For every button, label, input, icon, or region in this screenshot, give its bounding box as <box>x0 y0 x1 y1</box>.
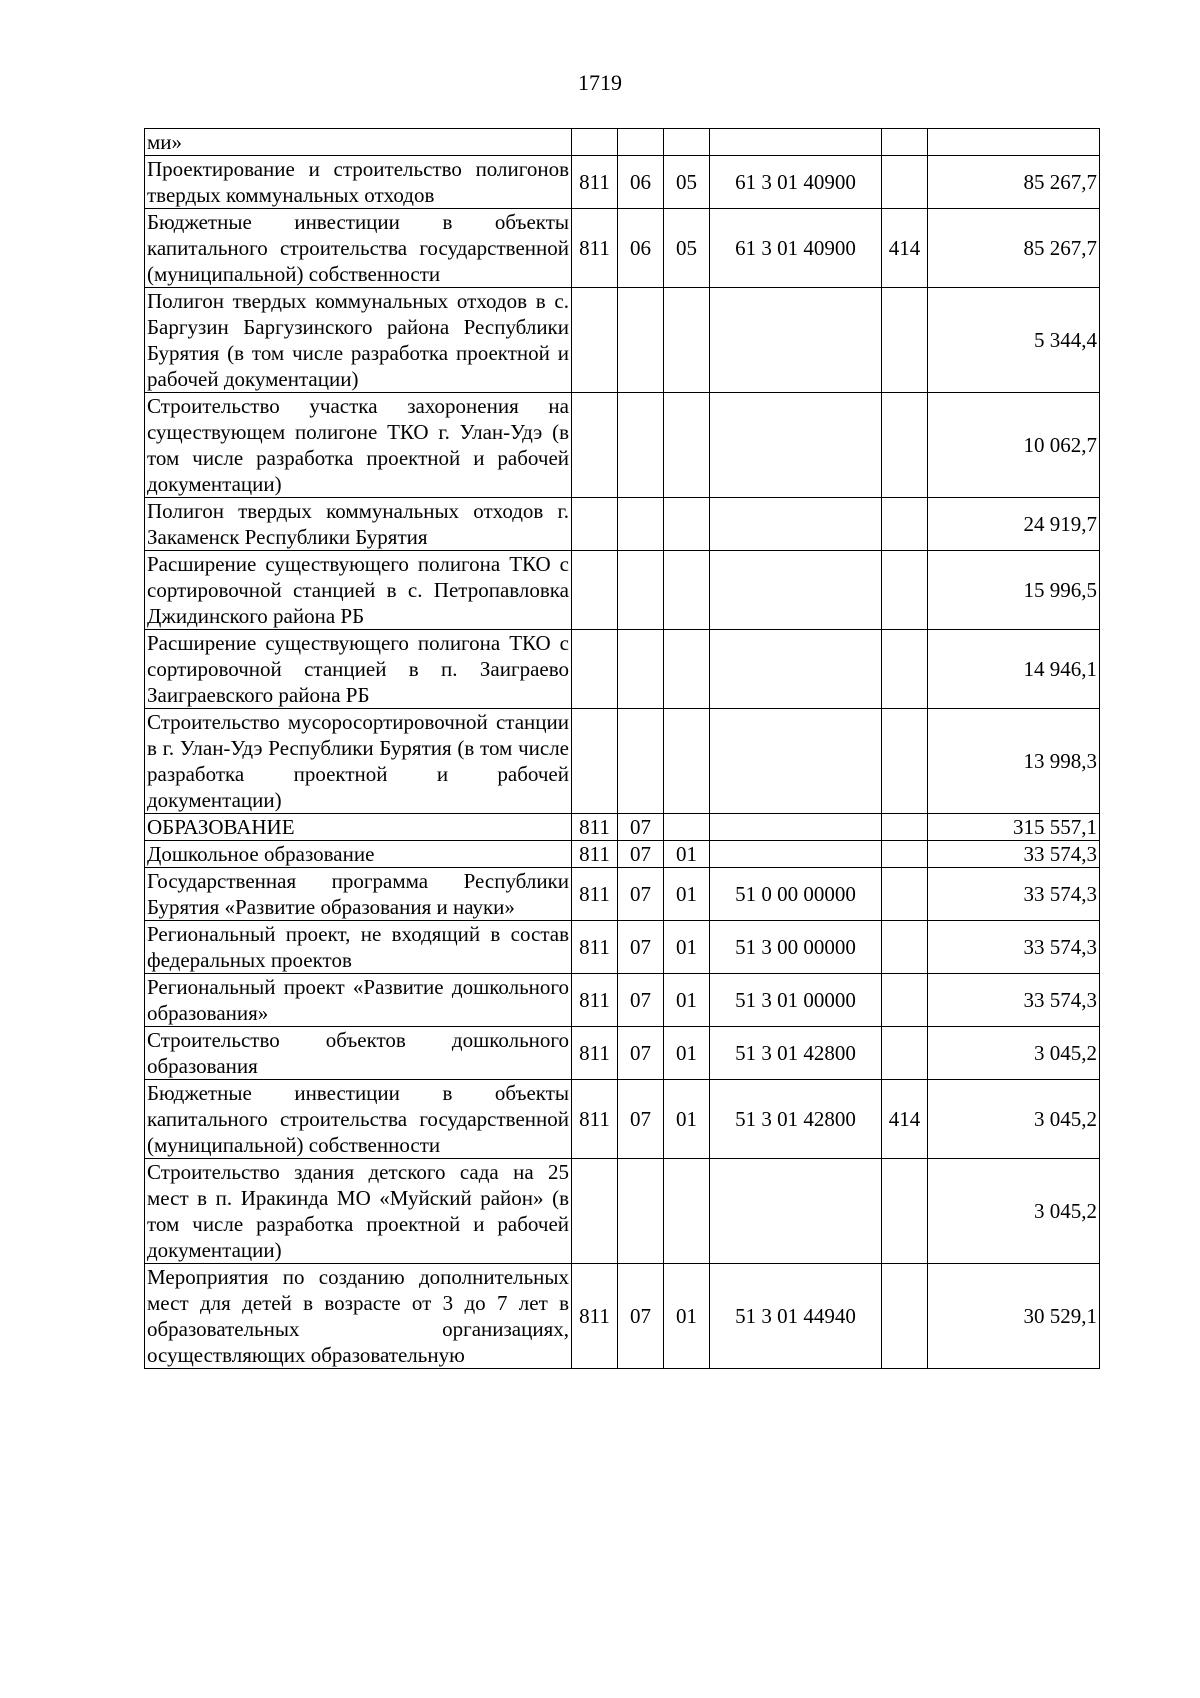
section-code-cell: 07 <box>618 921 664 974</box>
item-name-cell: ОБРАЗОВАНИЕ <box>145 814 572 841</box>
subsection-code-cell: 01 <box>664 1080 710 1159</box>
ministry-code-cell: 811 <box>572 841 618 868</box>
subsection-code-cell <box>664 709 710 814</box>
subsection-code-cell: 01 <box>664 1027 710 1080</box>
item-name-cell: Строительство объектов дошкольного образования <box>145 1027 572 1080</box>
table-row <box>145 841 1100 868</box>
item-name-cell: Региональный проект, не входящий в состав федеральных проектов <box>145 921 572 974</box>
subsection-code-cell: 05 <box>664 209 710 288</box>
amount-cell: 33 574,3 <box>928 841 1100 868</box>
section-code-cell: 07 <box>618 1264 664 1369</box>
section-code-cell: 07 <box>618 1080 664 1159</box>
amount-cell <box>928 129 1100 156</box>
table-row <box>145 868 1100 921</box>
target-article-cell: 61 3 01 40900 <box>710 156 882 209</box>
amount-cell: 15 996,5 <box>928 551 1100 630</box>
table-row <box>145 1159 1100 1264</box>
target-article-cell: 51 3 01 42800 <box>710 1080 882 1159</box>
item-name-cell: Бюджетные инвестиции в объекты капитального строительства государственной (муниципальной) собственности <box>145 209 572 288</box>
subsection-code-cell: 01 <box>664 974 710 1027</box>
target-article-cell: 51 3 00 00000 <box>710 921 882 974</box>
section-code-cell <box>618 288 664 393</box>
section-code-cell <box>618 551 664 630</box>
section-code-cell: 07 <box>618 814 664 841</box>
ministry-code-cell <box>572 630 618 709</box>
amount-cell: 315 557,1 <box>928 814 1100 841</box>
amount-cell: 10 062,7 <box>928 393 1100 498</box>
item-name-cell: Государственная программа Республики Бурятия «Развитие образования и науки» <box>145 868 572 921</box>
target-article-cell <box>710 814 882 841</box>
target-article-cell: 51 0 00 00000 <box>710 868 882 921</box>
subsection-code-cell <box>664 393 710 498</box>
ministry-code-cell: 811 <box>572 156 618 209</box>
section-code-cell: 06 <box>618 156 664 209</box>
subsection-code-cell: 01 <box>664 841 710 868</box>
subsection-code-cell: 01 <box>664 868 710 921</box>
section-code-cell <box>618 709 664 814</box>
amount-cell: 33 574,3 <box>928 974 1100 1027</box>
table-row <box>145 630 1100 709</box>
section-code-cell <box>618 393 664 498</box>
amount-cell: 3 045,2 <box>928 1080 1100 1159</box>
page-number: 1719 <box>578 70 622 95</box>
subsection-code-cell <box>664 129 710 156</box>
subsection-code-cell <box>664 498 710 551</box>
ministry-code-cell: 811 <box>572 974 618 1027</box>
ministry-code-cell: 811 <box>572 1027 618 1080</box>
item-name-cell: Дошкольное образование <box>145 841 572 868</box>
item-name-cell: Строительство мусоросортировочной станции в г. Улан-Удэ Республики Бурятия (в том числе разработка проектной и рабочей документации) <box>145 709 572 814</box>
target-article-cell <box>710 129 882 156</box>
expense-type-cell <box>882 156 928 209</box>
expense-type-cell <box>882 709 928 814</box>
item-name-cell: Бюджетные инвестиции в объекты капитального строительства государственной (муниципальной) собственности <box>145 1080 572 1159</box>
amount-cell: 33 574,3 <box>928 868 1100 921</box>
subsection-code-cell <box>664 1159 710 1264</box>
item-name-cell: Проектирование и строительство полигонов твердых коммунальных отходов <box>145 156 572 209</box>
ministry-code-cell: 811 <box>572 1080 618 1159</box>
item-name-cell: Полигон твердых коммунальных отходов г. Закаменск Республики Бурятия <box>145 498 572 551</box>
target-article-cell <box>710 841 882 868</box>
table-row <box>145 498 1100 551</box>
target-article-cell <box>710 630 882 709</box>
expense-type-cell <box>882 814 928 841</box>
section-code-cell: 07 <box>618 841 664 868</box>
ministry-code-cell: 811 <box>572 921 618 974</box>
target-article-cell: 51 3 01 00000 <box>710 974 882 1027</box>
item-name-cell: Расширение существующего полигона ТКО с сортировочной станцией в с. Петропавловка Джидинского района РБ <box>145 551 572 630</box>
target-article-cell: 61 3 01 40900 <box>710 209 882 288</box>
expense-type-cell <box>882 1264 928 1369</box>
subsection-code-cell <box>664 814 710 841</box>
ministry-code-cell <box>572 551 618 630</box>
ministry-code-cell <box>572 288 618 393</box>
table-row <box>145 921 1100 974</box>
table-row <box>145 1080 1100 1159</box>
table-row <box>145 551 1100 630</box>
expense-type-cell <box>882 1159 928 1264</box>
section-code-cell <box>618 630 664 709</box>
table-row <box>145 288 1100 393</box>
target-article-cell: 51 3 01 42800 <box>710 1027 882 1080</box>
subsection-code-cell <box>664 630 710 709</box>
ministry-code-cell: 811 <box>572 1264 618 1369</box>
budget-table-body <box>145 129 1100 1369</box>
section-code-cell <box>618 1159 664 1264</box>
target-article-cell <box>710 1159 882 1264</box>
expense-type-cell <box>882 1027 928 1080</box>
ministry-code-cell <box>572 498 618 551</box>
section-code-cell <box>618 129 664 156</box>
item-name-cell: ми» <box>145 129 572 156</box>
expense-type-cell <box>882 630 928 709</box>
target-article-cell: 51 3 01 44940 <box>710 1264 882 1369</box>
amount-cell: 13 998,3 <box>928 709 1100 814</box>
expense-type-cell <box>882 841 928 868</box>
target-article-cell <box>710 709 882 814</box>
table-row <box>145 129 1100 156</box>
amount-cell: 24 919,7 <box>928 498 1100 551</box>
table-row <box>145 156 1100 209</box>
section-code-cell <box>618 498 664 551</box>
amount-cell: 3 045,2 <box>928 1027 1100 1080</box>
expense-type-cell <box>882 498 928 551</box>
section-code-cell: 07 <box>618 974 664 1027</box>
expense-type-cell <box>882 551 928 630</box>
section-code-cell: 07 <box>618 1027 664 1080</box>
target-article-cell <box>710 393 882 498</box>
budget-table <box>144 128 1100 1369</box>
table-row <box>145 1027 1100 1080</box>
subsection-code-cell <box>664 288 710 393</box>
item-name-cell: Строительство участка захоронения на существующем полигоне ТКО г. Улан-Удэ (в том числе разработка проектной и рабочей документации) <box>145 393 572 498</box>
subsection-code-cell: 01 <box>664 1264 710 1369</box>
ministry-code-cell <box>572 129 618 156</box>
ministry-code-cell: 811 <box>572 209 618 288</box>
subsection-code-cell <box>664 551 710 630</box>
table-row <box>145 209 1100 288</box>
ministry-code-cell: 811 <box>572 814 618 841</box>
expense-type-cell <box>882 921 928 974</box>
amount-cell: 5 344,4 <box>928 288 1100 393</box>
expense-type-cell <box>882 393 928 498</box>
expense-type-cell <box>882 868 928 921</box>
ministry-code-cell <box>572 1159 618 1264</box>
ministry-code-cell <box>572 393 618 498</box>
table-row <box>145 709 1100 814</box>
expense-type-cell: 414 <box>882 209 928 288</box>
section-code-cell: 07 <box>618 868 664 921</box>
table-row <box>145 974 1100 1027</box>
expense-type-cell <box>882 288 928 393</box>
table-row <box>145 393 1100 498</box>
subsection-code-cell: 05 <box>664 156 710 209</box>
expense-type-cell <box>882 974 928 1027</box>
section-code-cell: 06 <box>618 209 664 288</box>
table-row <box>145 814 1100 841</box>
subsection-code-cell: 01 <box>664 921 710 974</box>
item-name-cell: Полигон твердых коммунальных отходов в с. Баргузин Баргузинского района Республики Бурятия (в том числе разработка проектной и рабочей документации) <box>145 288 572 393</box>
item-name-cell: Строительство здания детского сада на 25 мест в п. Иракинда МО «Муйский район» (в том числе разработка проектной и рабочей документации) <box>145 1159 572 1264</box>
expense-type-cell <box>882 129 928 156</box>
amount-cell: 3 045,2 <box>928 1159 1100 1264</box>
expense-type-cell: 414 <box>882 1080 928 1159</box>
ministry-code-cell: 811 <box>572 868 618 921</box>
amount-cell: 85 267,7 <box>928 209 1100 288</box>
item-name-cell: Расширение существующего полигона ТКО с сортировочной станцией в п. Заиграево Заиграевского района РБ <box>145 630 572 709</box>
target-article-cell <box>710 288 882 393</box>
table-row <box>145 1264 1100 1369</box>
item-name-cell: Региональный проект «Развитие дошкольного образования» <box>145 974 572 1027</box>
amount-cell: 14 946,1 <box>928 630 1100 709</box>
item-name-cell: Мероприятия по созданию дополнительных мест для детей в возрасте от 3 до 7 лет в образовательных организациях, осуществляющих образовательную <box>145 1264 572 1369</box>
amount-cell: 85 267,7 <box>928 156 1100 209</box>
ministry-code-cell <box>572 709 618 814</box>
target-article-cell <box>710 498 882 551</box>
amount-cell: 33 574,3 <box>928 921 1100 974</box>
amount-cell: 30 529,1 <box>928 1264 1100 1369</box>
target-article-cell <box>710 551 882 630</box>
